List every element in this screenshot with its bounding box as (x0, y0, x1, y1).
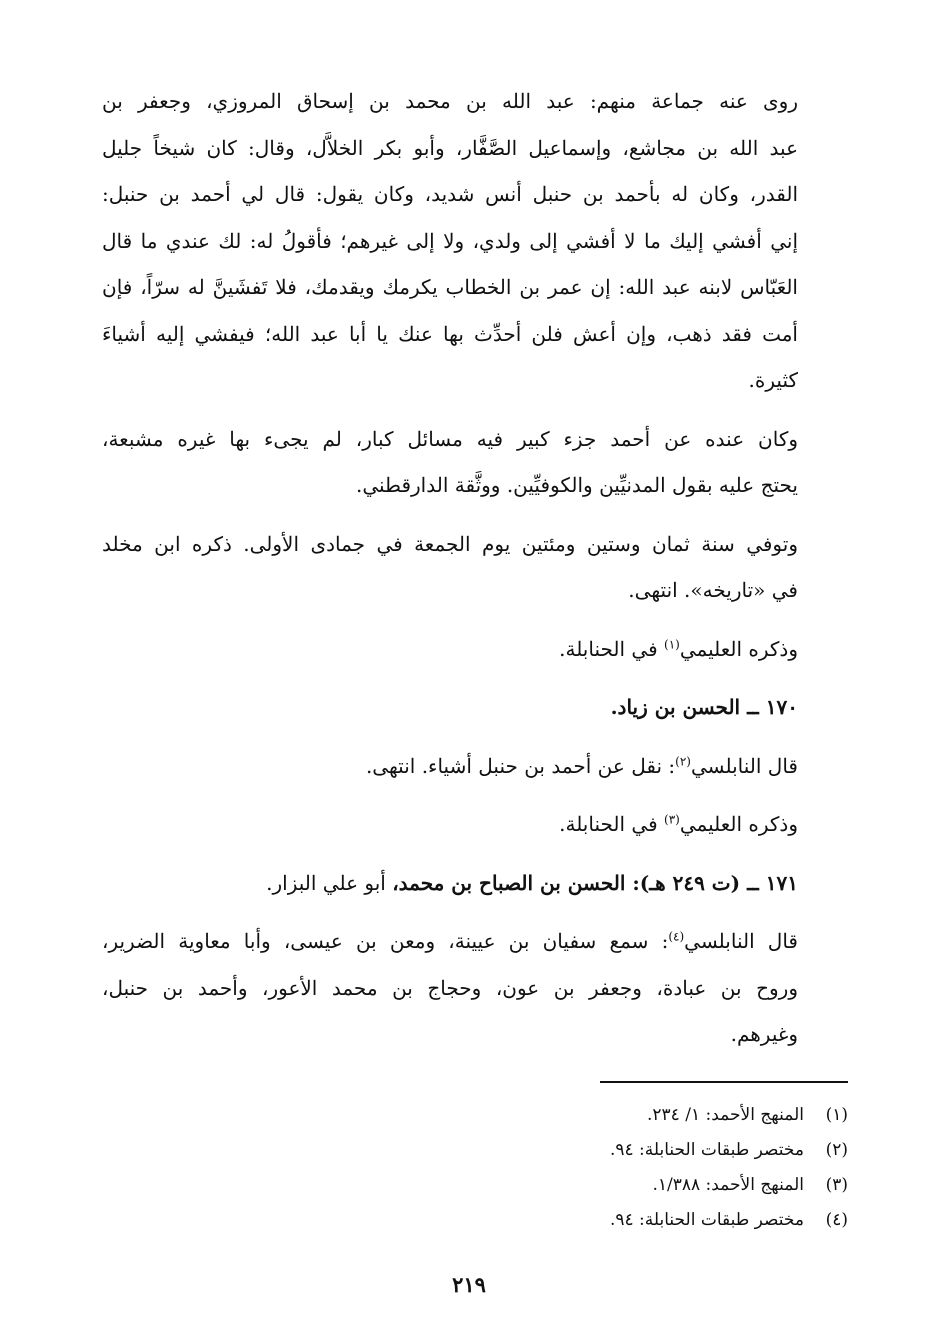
footnote-ref: (٤) (668, 929, 685, 944)
footnote-number: (١) (825, 1105, 848, 1125)
footnote-ref: (٢) (675, 753, 691, 768)
paragraph-juz (102, 416, 850, 509)
footnote (400, 1203, 848, 1238)
main-text (102, 78, 850, 1058)
text-line: إني أفشي إليك ما لا أفشي إلى ولدي، ولا إلى غيرهم؛ فأقولُ له: لك عندي ما قال (102, 228, 798, 253)
text-run: في الحنابلة. (559, 812, 665, 836)
text-line: أمت فقد ذهب، وإن أعش فلن أحدِّث بها عنك يا أبا عبد الله؛ فيفشي إليه أشياءَ (102, 321, 798, 346)
footnote-text: المنهج الأحمد: ١/٣٨٨. (652, 1175, 804, 1195)
paragraph-alimi-3 (102, 801, 850, 848)
text-line: العَبّاس لابنه عبد الله: إن عمر بن الخطاب يكرمك ويقدمك، فلا تَفشَينَّ له سرّاً، فإن (102, 275, 798, 299)
entry-date: (ت ٢٤٩ هـ) (639, 870, 741, 895)
text-line: كثيرة. (748, 368, 798, 392)
text-line: في «تاريخه». انتهى. (628, 578, 798, 602)
footnote (400, 1133, 848, 1168)
text-line: وتوفي سنة ثمان وستين ومئتين يوم الجمعة في جمادى الأولى. ذكره ابن مخلد (102, 531, 798, 556)
paragraph-alimi-1 (102, 626, 850, 673)
text-line: روى عنه جماعة منهم: عبد الله بن محمد بن إسحاق المروزي، وجعفر بن (102, 89, 798, 113)
footnote-text: مختصر طبقات الحنابلة: ٩٤. (609, 1210, 804, 1230)
footnote (400, 1098, 848, 1133)
page-number: ٢١٩ (452, 1272, 486, 1297)
footnote-number: (٣) (825, 1175, 848, 1195)
footnote-number: (٢) (825, 1140, 848, 1160)
text-line: وروح بن عبادة، وجعفر بن عون، وحجاج بن محمد الأعور، وأحمد بن حنبل، (102, 975, 798, 1000)
text-line (102, 918, 850, 965)
text-run: : نقل عن أحمد بن حنبل أشياء. انتهى. (365, 753, 676, 778)
entry-title: ١٧٠ ــ الحسن بن زياد. (610, 695, 798, 719)
paragraph-death (102, 521, 850, 614)
footnote-separator (600, 1081, 848, 1083)
text-run: وذكره العليمي (679, 812, 798, 836)
entry-name: : الحسن بن الصباح بن محمد، (392, 870, 640, 895)
footnote-text: مختصر طبقات الحنابلة: ٩٤. (609, 1140, 804, 1160)
text-run: قال النابلسي (684, 929, 798, 953)
footnote-ref: (١) (664, 636, 680, 651)
text-line: وكان عنده عن أحمد جزء كبير فيه مسائل كبار، لم يجىء بها غيره مشبعة، (102, 426, 798, 451)
text-line: عبد الله بن مجاشع، وإسماعيل الصَّفَّار، وأبو بكر الخلاَّل، وقال: كان شيخاً جليل (102, 135, 798, 160)
entry-heading-171 (102, 860, 850, 907)
paragraph-nabulsi-2 (102, 743, 850, 790)
footnote-text: المنهج الأحمد: ١/ ٢٣٤. (647, 1105, 804, 1125)
text-run: في الحنابلة. (559, 636, 665, 661)
footnotes (400, 1098, 848, 1238)
entry-number: ١٧١ ــ (740, 870, 798, 895)
footnote (400, 1168, 848, 1203)
text-run: : سمع سفيان بن عيينة، ومعن بن عيسى، وأبا معاوية الضرير، (102, 929, 669, 953)
entry-kunya: أبو علي البزار. (266, 870, 393, 895)
footnote-ref: (٣) (664, 812, 680, 827)
entry-heading-170 (102, 684, 850, 731)
footnote-number: (٤) (825, 1210, 848, 1230)
text-run: قال النابلسي (690, 753, 798, 778)
paragraph-nabulsi-4 (102, 918, 850, 1058)
text-run: وذكره العليمي (679, 636, 798, 661)
text-line: القدر، وكان له بأحمد بن حنبل أنس شديد، وكان يقول: قال لي أحمد بن حنبل: (102, 182, 798, 206)
paragraph-narrators (102, 78, 850, 404)
text-line: يحتج عليه بقول المدنيِّين والكوفيِّين. ووثَّقة الدارقطني. (355, 473, 798, 497)
text-line: وغيرهم. (730, 1022, 798, 1046)
